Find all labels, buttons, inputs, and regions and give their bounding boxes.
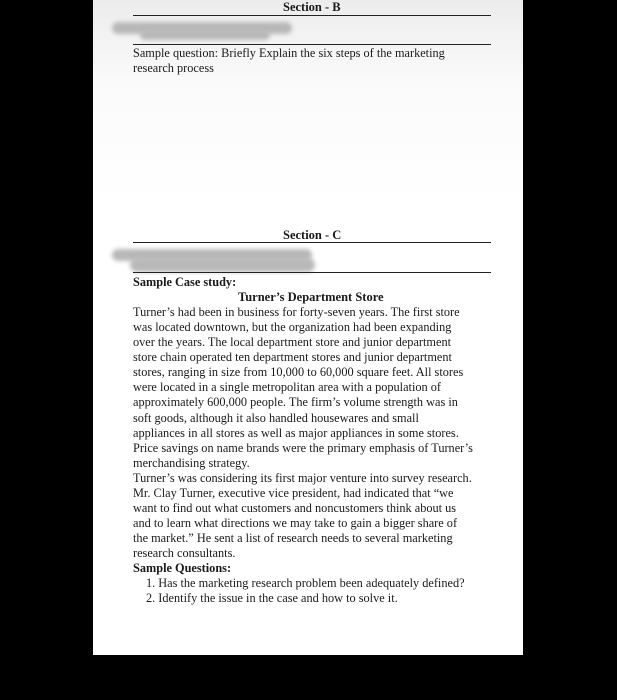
questions-label: Sample Questions: [133,561,232,575]
divider [133,44,491,45]
case-line: stores, ranging in size from 10,000 to 60,000 square feet. All stores [133,365,464,379]
case-line: research consultants. [133,546,236,560]
redacted-marks [140,30,270,40]
case-line: the market.” He sent a list of research needs to several marketing [133,531,453,545]
case-line: soft goods, although it also handled housewares and small [133,411,419,425]
case-line: Turner’s had been in business for forty-seven years. The first store [133,305,460,319]
case-line: store chain operated ten department stores and junior department [133,350,452,364]
sample-question-cont: research process [133,61,214,75]
section-c-title: Section - C [283,228,342,242]
case-line: were located in a single metropolitan area with a population of [133,380,441,394]
case-line: approximately 600,000 people. The firm’s volume strength was in [133,395,458,409]
case-study-label: Sample Case study: [133,275,237,289]
case-line: want to find out what customers and noncustomers think about us [133,501,457,515]
case-line: and to learn what directions we may take to gain a bigger share of [133,516,458,530]
divider [133,15,491,16]
case-line: over the years. The local department store and junior department [133,335,452,349]
case-line: was located downtown, but the organization had been expanding [133,320,452,334]
case-line: Price savings on name brands were the primary emphasis of Turner’s [133,441,473,455]
section-b-title: Section - B [283,0,341,14]
redacted-marks [130,258,315,272]
divider [133,242,491,243]
case-line: Turner’s was considering its first major venture into survey research. [133,471,472,485]
case-line: appliances in all stores as well as major appliances in some stores. [133,426,459,440]
question-item: 1. Has the marketing research problem been adequately defined? [146,576,465,590]
case-title: Turner’s Department Store [238,290,384,304]
question-item: 2. Identify the issue in the case and how to solve it. [146,591,398,605]
divider [133,272,491,273]
case-line: Mr. Clay Turner, executive vice president, had indicated that “we [133,486,454,500]
case-line: merchandising strategy. [133,456,250,470]
sample-question: Sample question: Briefly Explain the six steps of the marketing [133,46,445,60]
